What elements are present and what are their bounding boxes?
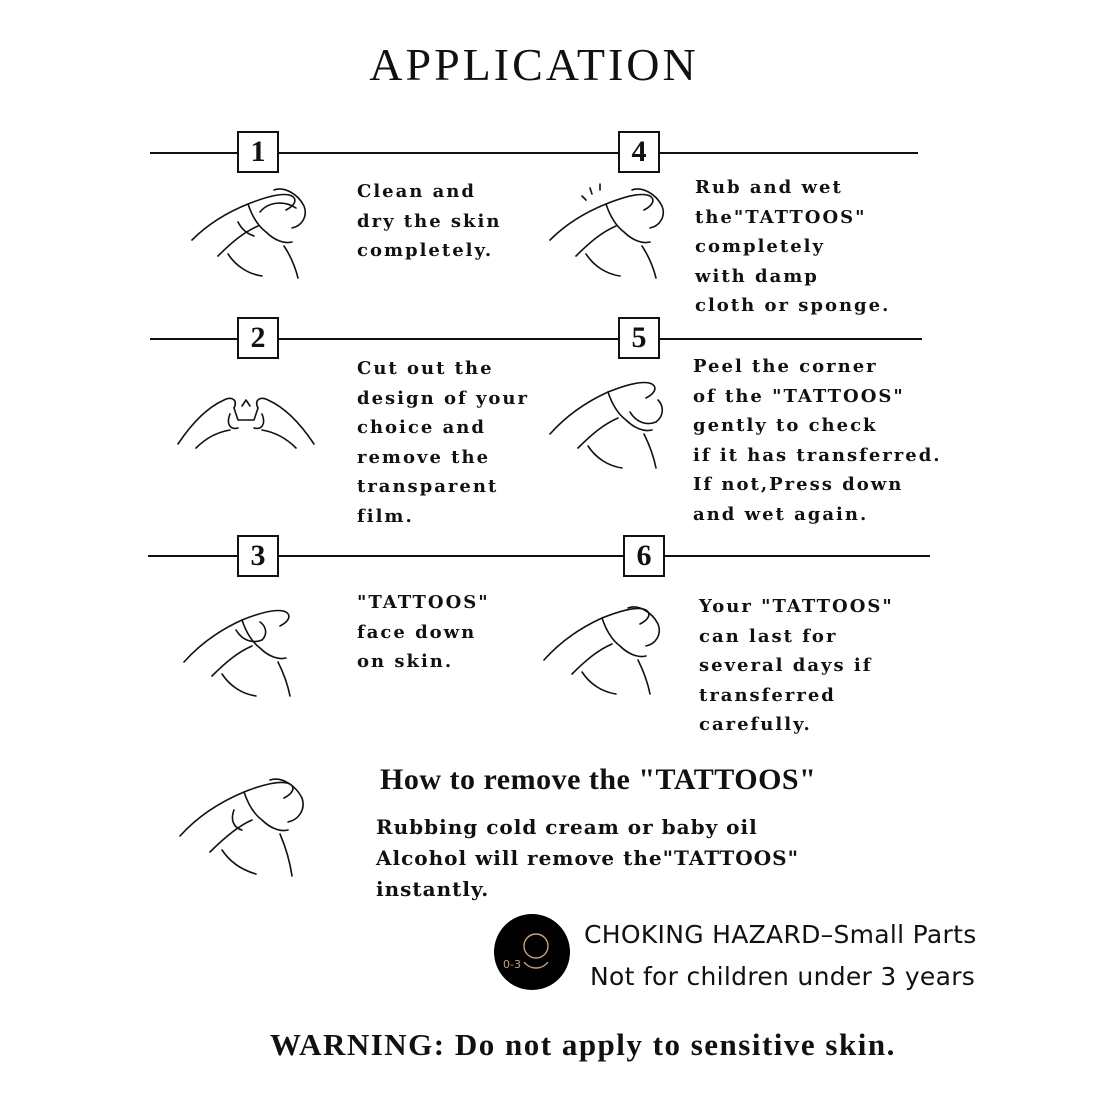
age-label: 0-3 — [503, 958, 521, 971]
removal-heading: How to remove the "TATTOOS" — [380, 763, 817, 796]
step-1-text: Clean and dry the skin completely. — [357, 181, 502, 261]
page-title: APPLICATION — [369, 39, 699, 90]
step-6-text: Your "TATTOOS" can last for several days if transferred carefully. — [699, 596, 894, 735]
hand-press-icon — [540, 598, 680, 698]
removal-instructions: Rubbing cold cream or baby oil Alcohol will remove the"TATTOOS" instantly. — [376, 815, 800, 901]
choking-hazard-line: CHOKING HAZARD–Small Parts — [584, 920, 977, 949]
warning-text: WARNING: Do not apply to sensitive skin. — [270, 1027, 896, 1062]
step-5-text: Peel the corner of the "TATTOOS" gently to check if it has transferred. If not,Press down and wet again. — [693, 356, 942, 525]
step-6-number: 6 — [623, 535, 665, 577]
step-4-text: Rub and wet the"TATTOOS" completely with damp cloth or sponge. — [695, 177, 891, 316]
step-5-number: 5 — [618, 317, 660, 359]
hand-rub-wet-icon — [546, 182, 686, 282]
step-1-number: 1 — [237, 131, 279, 173]
age-restriction-line: Not for children under 3 years — [590, 962, 976, 991]
step-2-number: 2 — [237, 317, 279, 359]
step-3-text: "TATTOOS" face down on skin. — [357, 592, 490, 672]
step-3-number: 3 — [237, 535, 279, 577]
hand-peel-corner-icon — [546, 372, 686, 472]
step-4-number: 4 — [618, 131, 660, 173]
hand-cut-design-icon — [176, 378, 316, 478]
hand-remove-icon — [176, 770, 326, 880]
no-under-3-icon — [490, 910, 574, 994]
hand-face-down-icon — [180, 600, 320, 700]
hand-clean-skin-icon — [188, 182, 328, 282]
step-2-text: Cut out the design of your choice and remove the transparent film. — [357, 358, 529, 527]
